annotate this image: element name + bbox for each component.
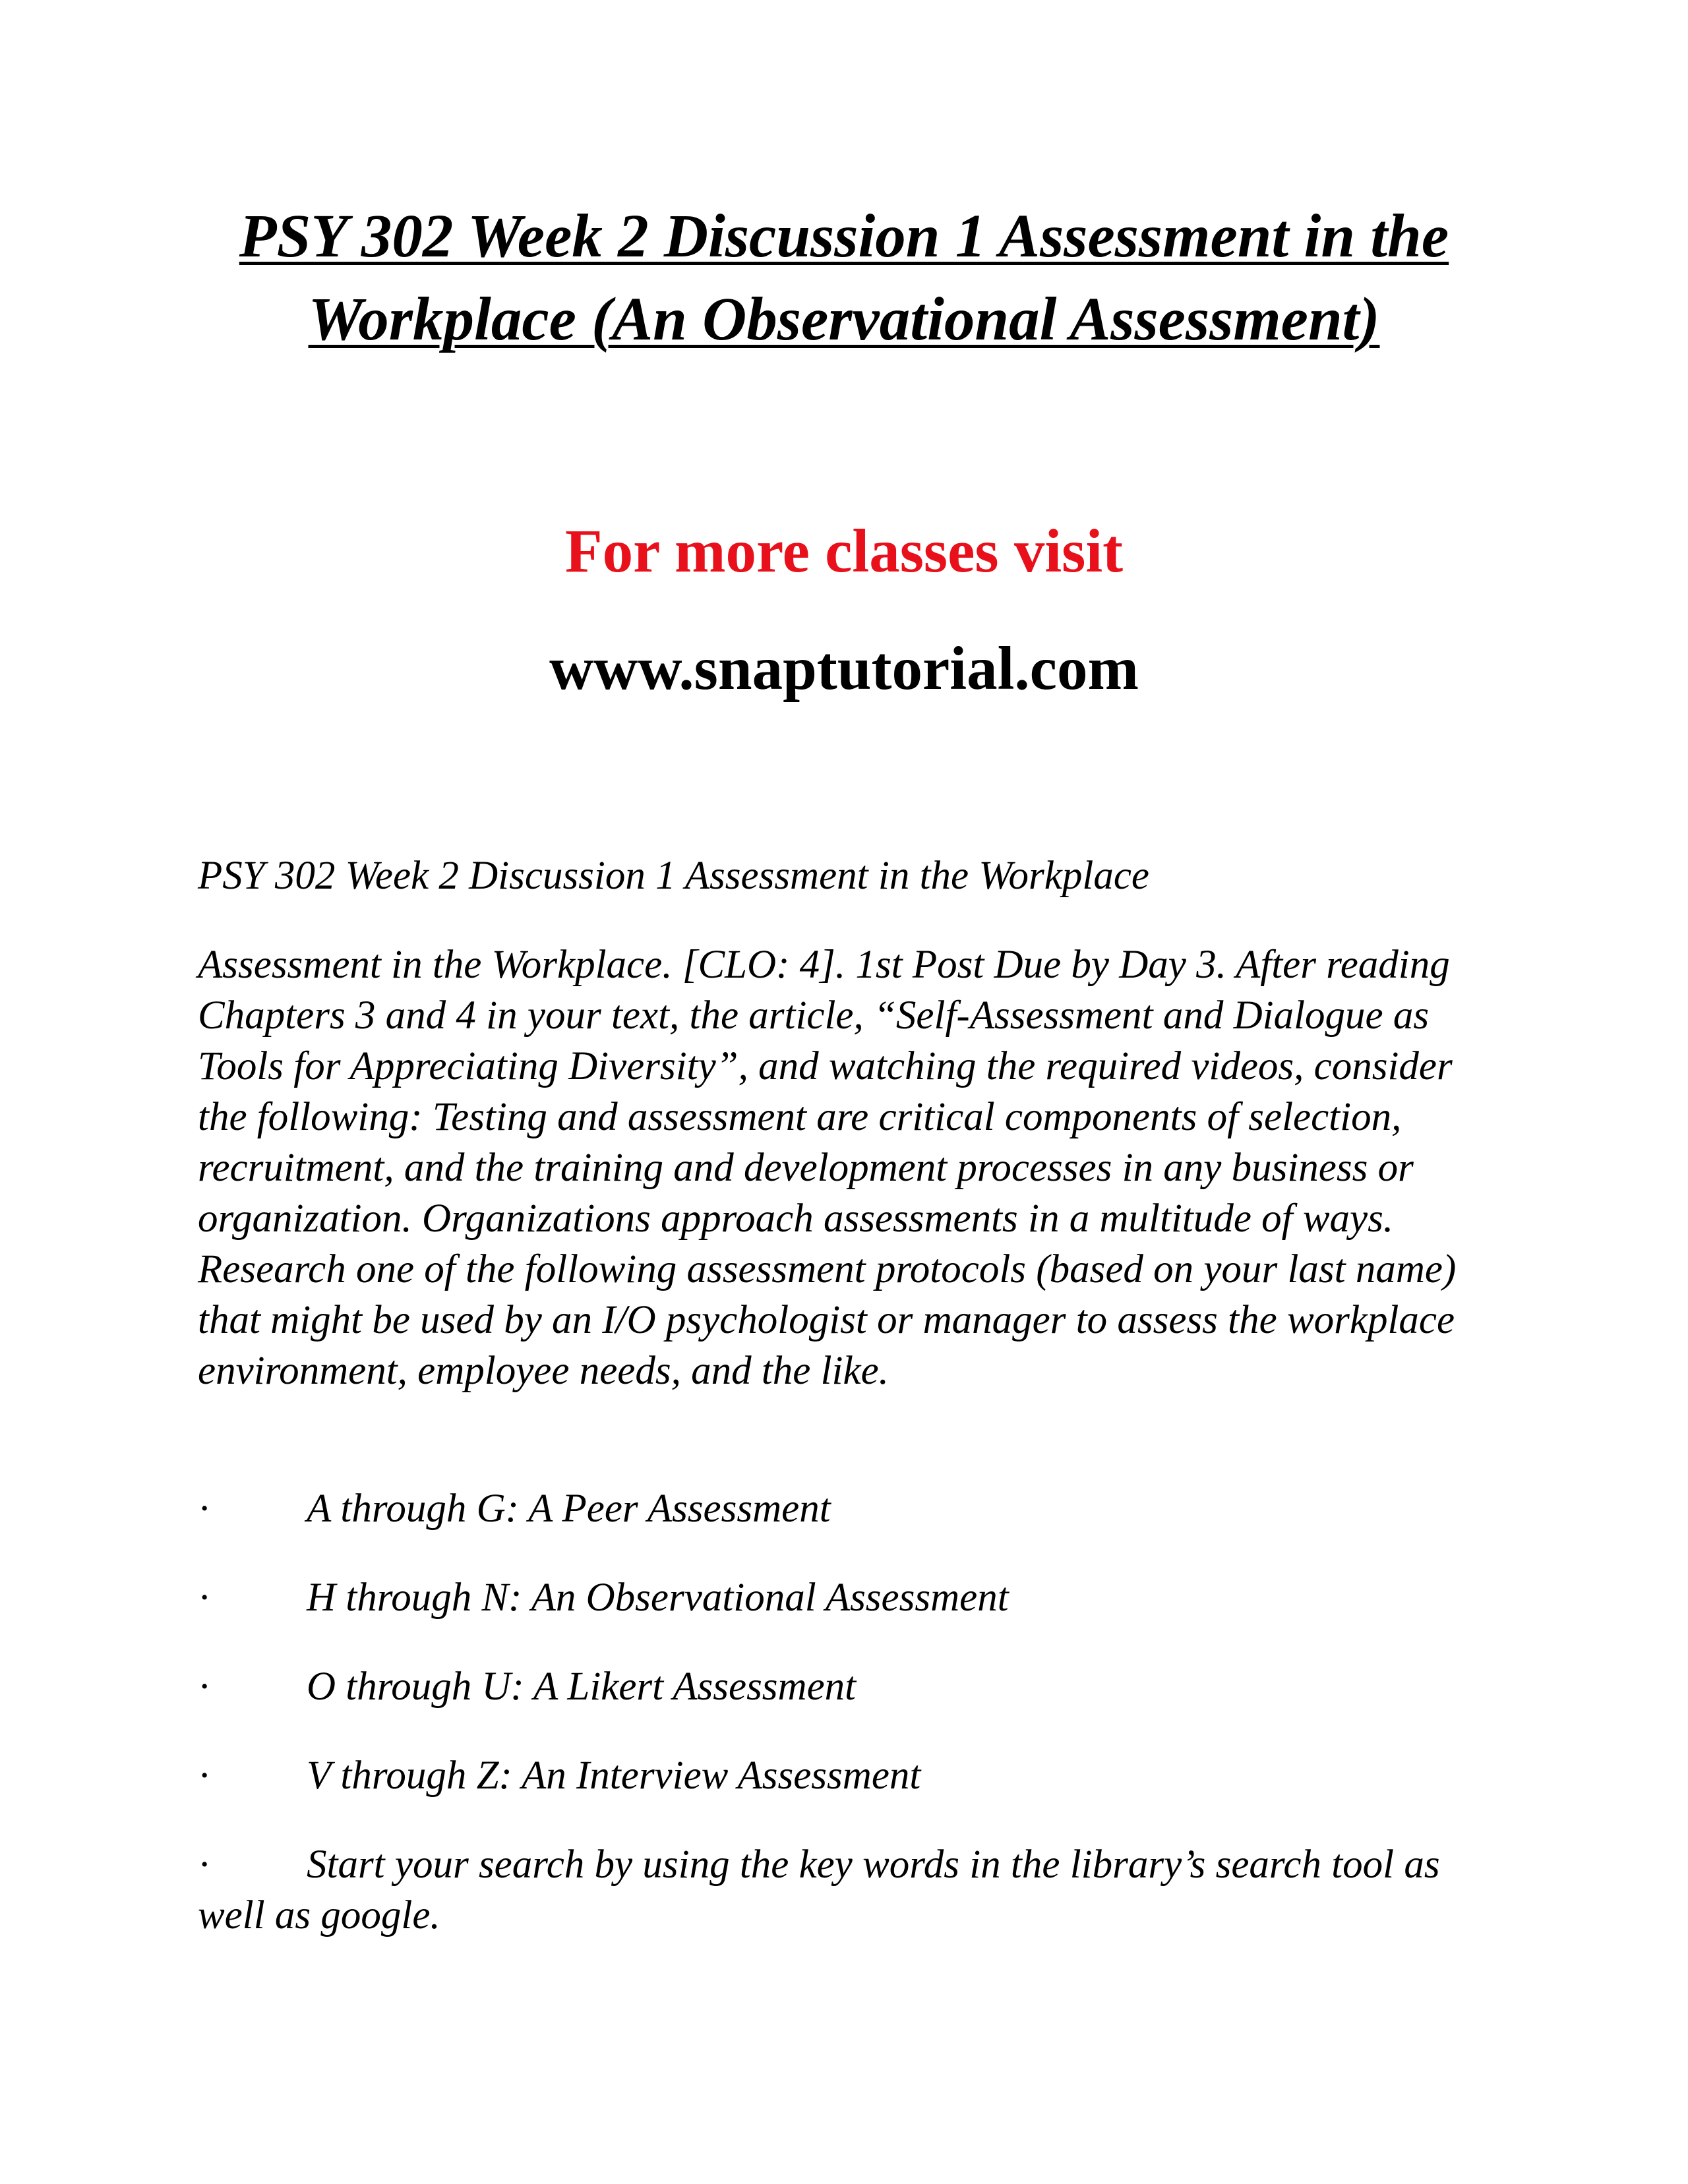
- bullet-marker: ·: [198, 1754, 212, 1798]
- bullet-marker: ·: [198, 1576, 212, 1620]
- list-item-text: O through U: A Likert Assessment: [307, 1665, 857, 1709]
- list-item: [198, 1572, 1490, 1623]
- list-item: [198, 1839, 1490, 1941]
- bullet-marker: ·: [198, 1843, 212, 1887]
- bullet-marker: ·: [198, 1665, 212, 1709]
- list-item: [198, 1483, 1490, 1534]
- promo-url: www.snaptutorial.com: [549, 635, 1139, 703]
- list-item: [198, 1661, 1490, 1712]
- list-item-text: Start your search by using the key words in the library’s search tool as well as google.: [198, 1843, 1440, 1937]
- bullet-marker: ·: [198, 1487, 212, 1531]
- list-item-text: H through N: An Observational Assessment: [307, 1576, 1009, 1620]
- promo-text: For more classes visit: [564, 517, 1124, 585]
- document-title: PSY 302 Week 2 Discussion 1 Assessment in the Workplace (An Observational Assessment): [239, 202, 1449, 353]
- list-item-text: A through G: A Peer Assessment: [307, 1487, 831, 1531]
- list-item-text: V through Z: An Interview Assessment: [307, 1754, 921, 1798]
- assignment-paragraph: Assessment in the Workplace. [CLO: 4]. 1st Post Due by Day 3. After reading Chapters 3 and 4 in your text, the article, “Self-Assessment and Dialogue as Tools for Appreciating Diversity”, and watching the required videos, consider the following: Testing and assessment are critical components of selection, recruitment, and the training and development processes in any business or organization. Organizations approach assessments in a multitude of ways. Research one of the following assessment protocols (based on your last name) that might be used by an I/O psychologist or manager to assess the workplace environment, employee needs, and the like.: [198, 943, 1457, 1393]
- document-subheading: PSY 302 Week 2 Discussion 1 Assessment in the Workplace: [198, 854, 1149, 898]
- list-item: [198, 1750, 1490, 1801]
